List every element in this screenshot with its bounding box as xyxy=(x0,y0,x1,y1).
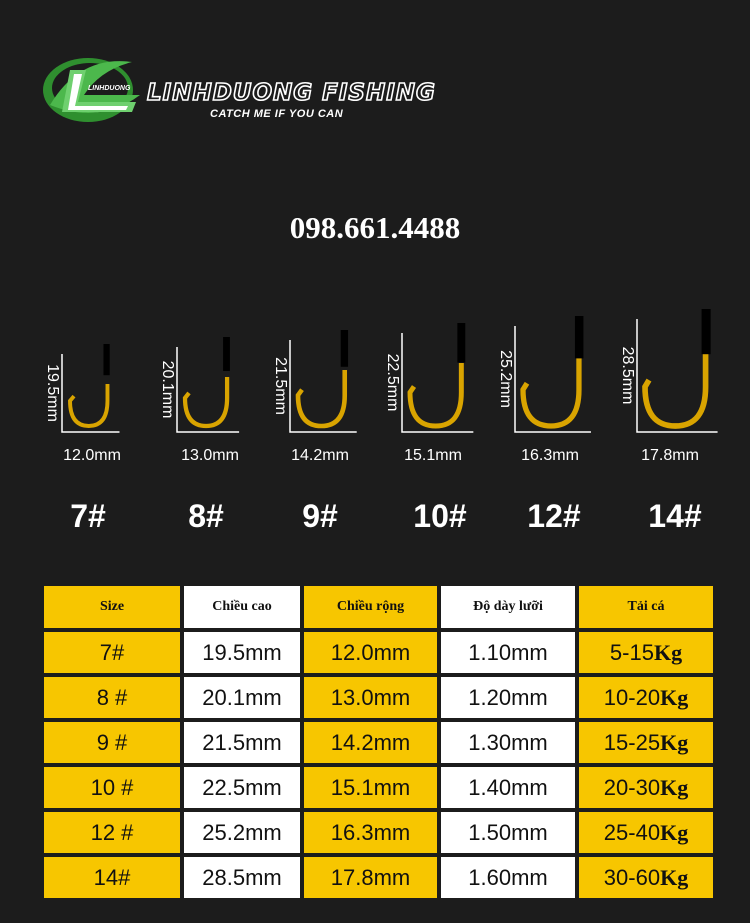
cell-load xyxy=(579,812,713,853)
gold-hook xyxy=(70,384,107,426)
phone-number: 098.661.4488 xyxy=(289,210,461,245)
cell-width: 15.1mm xyxy=(304,767,437,808)
hook-width-label: 13.0mm xyxy=(181,447,239,464)
load-unit: Kg xyxy=(660,864,689,890)
hook-height-label: 22.5mm xyxy=(384,353,401,412)
hook-illustrations xyxy=(0,280,750,480)
cell-load xyxy=(579,632,713,673)
hook-figure xyxy=(159,337,239,464)
hook-height-label: 20.1mm xyxy=(159,360,176,419)
cell-width: 14.2mm xyxy=(304,722,437,763)
hook-figure xyxy=(384,323,473,464)
spec-table xyxy=(40,582,717,902)
hook-shank xyxy=(223,337,230,371)
header-size: Size xyxy=(44,586,180,628)
cell-width: 12.0mm xyxy=(304,632,437,673)
cell-thickness: 1.40mm xyxy=(441,767,575,808)
gold-hook xyxy=(185,377,227,426)
cell-size: 7# xyxy=(44,632,180,673)
hook-size-label: 7# xyxy=(70,498,106,534)
cell-height: 22.5mm xyxy=(184,767,300,808)
table-row xyxy=(44,722,713,763)
table-header-row xyxy=(44,586,713,628)
table-row xyxy=(44,767,713,808)
hook-height-label: 21.5mm xyxy=(272,357,289,415)
hook-size-label: 12# xyxy=(527,498,581,534)
cell-width: 17.8mm xyxy=(304,857,437,898)
header-load: Tải cá xyxy=(579,586,713,628)
load-unit: Kg xyxy=(660,774,689,800)
table-row xyxy=(44,812,713,853)
cell-size: 14# xyxy=(44,857,180,898)
hook-width-label: 14.2mm xyxy=(291,447,349,464)
cell-height: 21.5mm xyxy=(184,722,300,763)
load-range: 30-60 xyxy=(603,864,661,890)
header-width: Chiều rộng xyxy=(304,586,437,628)
hook-width-label: 15.1mm xyxy=(404,447,462,464)
cell-size: 10 # xyxy=(44,767,180,808)
cell-load xyxy=(579,767,713,808)
hook-figure xyxy=(272,330,357,464)
load-unit: Kg xyxy=(660,729,689,755)
hook-height-label: 19.5mm xyxy=(44,364,61,422)
hook-figure xyxy=(619,309,718,464)
cell-thickness: 1.10mm xyxy=(441,632,575,673)
cell-height: 28.5mm xyxy=(184,857,300,898)
gold-hook xyxy=(523,356,579,426)
hook-width-label: 12.0mm xyxy=(63,447,121,464)
hook-shank xyxy=(103,344,109,375)
hook-shank xyxy=(575,316,583,358)
cell-load xyxy=(579,722,713,763)
load-range: 25-40 xyxy=(603,819,661,845)
cell-thickness: 1.50mm xyxy=(441,812,575,853)
hook-size-label: 8# xyxy=(188,498,224,534)
cell-size: 12 # xyxy=(44,812,180,853)
hook-figure xyxy=(44,344,121,464)
brand-name: LINHDUONG FISHING xyxy=(147,80,436,106)
hook-shank xyxy=(457,323,465,363)
gold-hook xyxy=(410,363,461,426)
hook-shank xyxy=(702,309,711,354)
load-range: 10-20 xyxy=(603,684,661,710)
cell-size: 9 # xyxy=(44,722,180,763)
table-row xyxy=(44,677,713,718)
cell-load xyxy=(579,857,713,898)
table-row xyxy=(44,857,713,898)
dimension-bracket xyxy=(62,354,119,432)
cell-height: 25.2mm xyxy=(184,812,300,853)
cell-load xyxy=(579,677,713,718)
cell-thickness: 1.30mm xyxy=(441,722,575,763)
cell-height: 19.5mm xyxy=(184,632,300,673)
hook-height-label: 28.5mm xyxy=(619,346,636,405)
cell-size: 8 # xyxy=(44,677,180,718)
cell-thickness: 1.20mm xyxy=(441,677,575,718)
load-unit: Kg xyxy=(660,684,689,710)
hook-width-label: 17.8mm xyxy=(641,447,699,464)
cell-thickness: 1.60mm xyxy=(441,857,575,898)
hook-shank xyxy=(341,330,348,367)
hook-size-label: 14# xyxy=(648,498,702,534)
logo-small-text: LINHDUONG xyxy=(88,85,131,92)
load-range: 20-30 xyxy=(603,774,661,800)
gold-hook xyxy=(645,349,706,426)
brand-tagline: CATCH ME IF YOU CAN xyxy=(210,108,344,120)
load-unit: Kg xyxy=(660,819,689,845)
table-row xyxy=(44,632,713,673)
hook-figure xyxy=(497,316,591,464)
cell-width: 13.0mm xyxy=(304,677,437,718)
load-range: 15-25 xyxy=(603,729,661,755)
hook-size-label: 9# xyxy=(302,498,338,534)
gold-hook xyxy=(298,370,345,426)
load-range: 5-15 xyxy=(609,639,654,665)
cell-height: 20.1mm xyxy=(184,677,300,718)
hook-size-label: 10# xyxy=(413,498,467,534)
hook-height-label: 25.2mm xyxy=(497,350,514,408)
header-height: Chiều cao xyxy=(184,586,300,628)
header-thickness: Độ dày lưỡi xyxy=(441,586,575,628)
cell-width: 16.3mm xyxy=(304,812,437,853)
hook-width-label: 16.3mm xyxy=(521,447,579,464)
load-unit: Kg xyxy=(653,639,683,665)
